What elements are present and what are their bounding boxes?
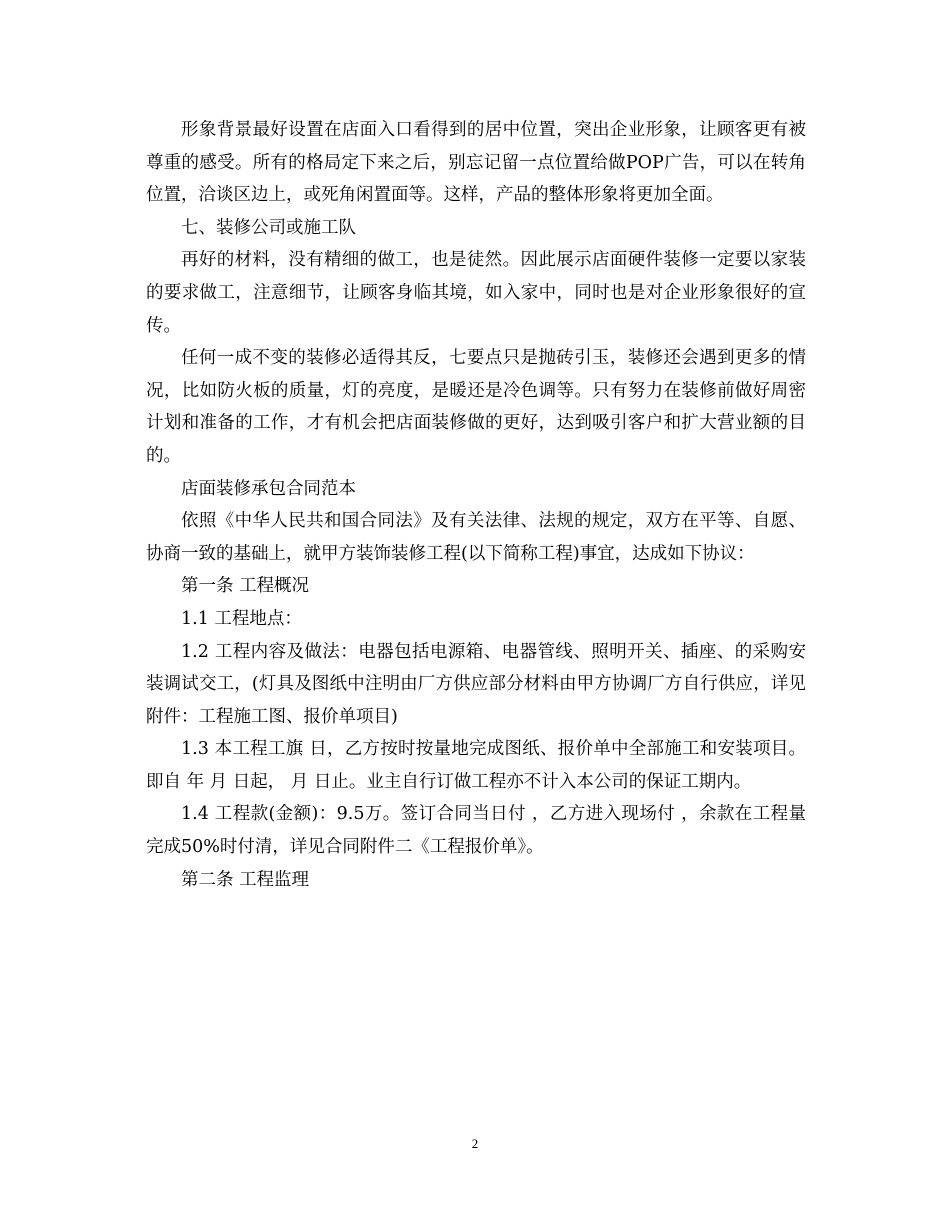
section-heading-contractor: 七、装修公司或施工队 <box>181 217 356 238</box>
clause-1-1: 1.1 工程地点： <box>181 608 302 629</box>
article-2-heading: 第二条 工程监理 <box>181 869 310 890</box>
contract-title: 店面装修承包合同范本 <box>181 478 356 499</box>
article-1-heading: 第一条 工程概况 <box>181 576 310 597</box>
clause-1-3: 1.3 本工程工旗 日，乙方按时按量地完成图纸、报价单中全部施工和安装项目。即自 年 月 日起， 月 日止。业主自行订做工程亦不计入本公司的保证工期内。 <box>146 739 806 792</box>
page-number: 2 <box>471 1136 479 1151</box>
paragraph-planning: 任何一成不变的装修必适得其反，七要点只是抛砖引玉，装修还会遇到更多的情况，比如防火板的质量，灯的亮度，是暖还是冷色调等。只有努力在装修前做好周密计划和准备的工作，才有机会把店面装修做的更好，达到吸引客户和扩大营业额的目的。 <box>146 348 806 466</box>
clause-1-2: 1.2 工程内容及做法：电器包括电源箱、电器管线、照明开关、插座、的采购安装调试交工，(灯具及图纸中注明由厂方供应部分材料由甲方协调厂方自行供应，详见附件：工程施工图、报价单项目) <box>146 641 806 727</box>
paragraph-workmanship: 再好的材料，没有精细的做工，也是徒然。因此展示店面硬件装修一定要以家装的要求做工，注意细节，让顾客身临其境，如入家中，同时也是对企业形象很好的宣传。 <box>146 250 806 336</box>
document-body <box>146 114 806 896</box>
paragraph-storefront-layout: 形象背景最好设置在店面入口看得到的居中位置，突出企业形象，让顾客更有被尊重的感受。所有的格局定下来之后，别忘记留一点位置给做POP广告，可以在转角位置，洽谈区边上，或死角闲置面等。这样，产品的整体形象将更加全面。 <box>146 120 806 206</box>
clause-1-4: 1.4 工程款(金额)：9.5万。签订合同当日付 ，乙方进入现场付 ，余款在工程量完成50%时付清，详见合同附件二《工程报价单》。 <box>146 804 806 858</box>
paragraph-contract-preamble: 依照《中华人民共和国合同法》及有关法律、法规的规定，双方在平等、自愿、协商一致的基础上，就甲方装饰装修工程(以下简称工程)事宜，达成如下协议： <box>146 511 806 564</box>
